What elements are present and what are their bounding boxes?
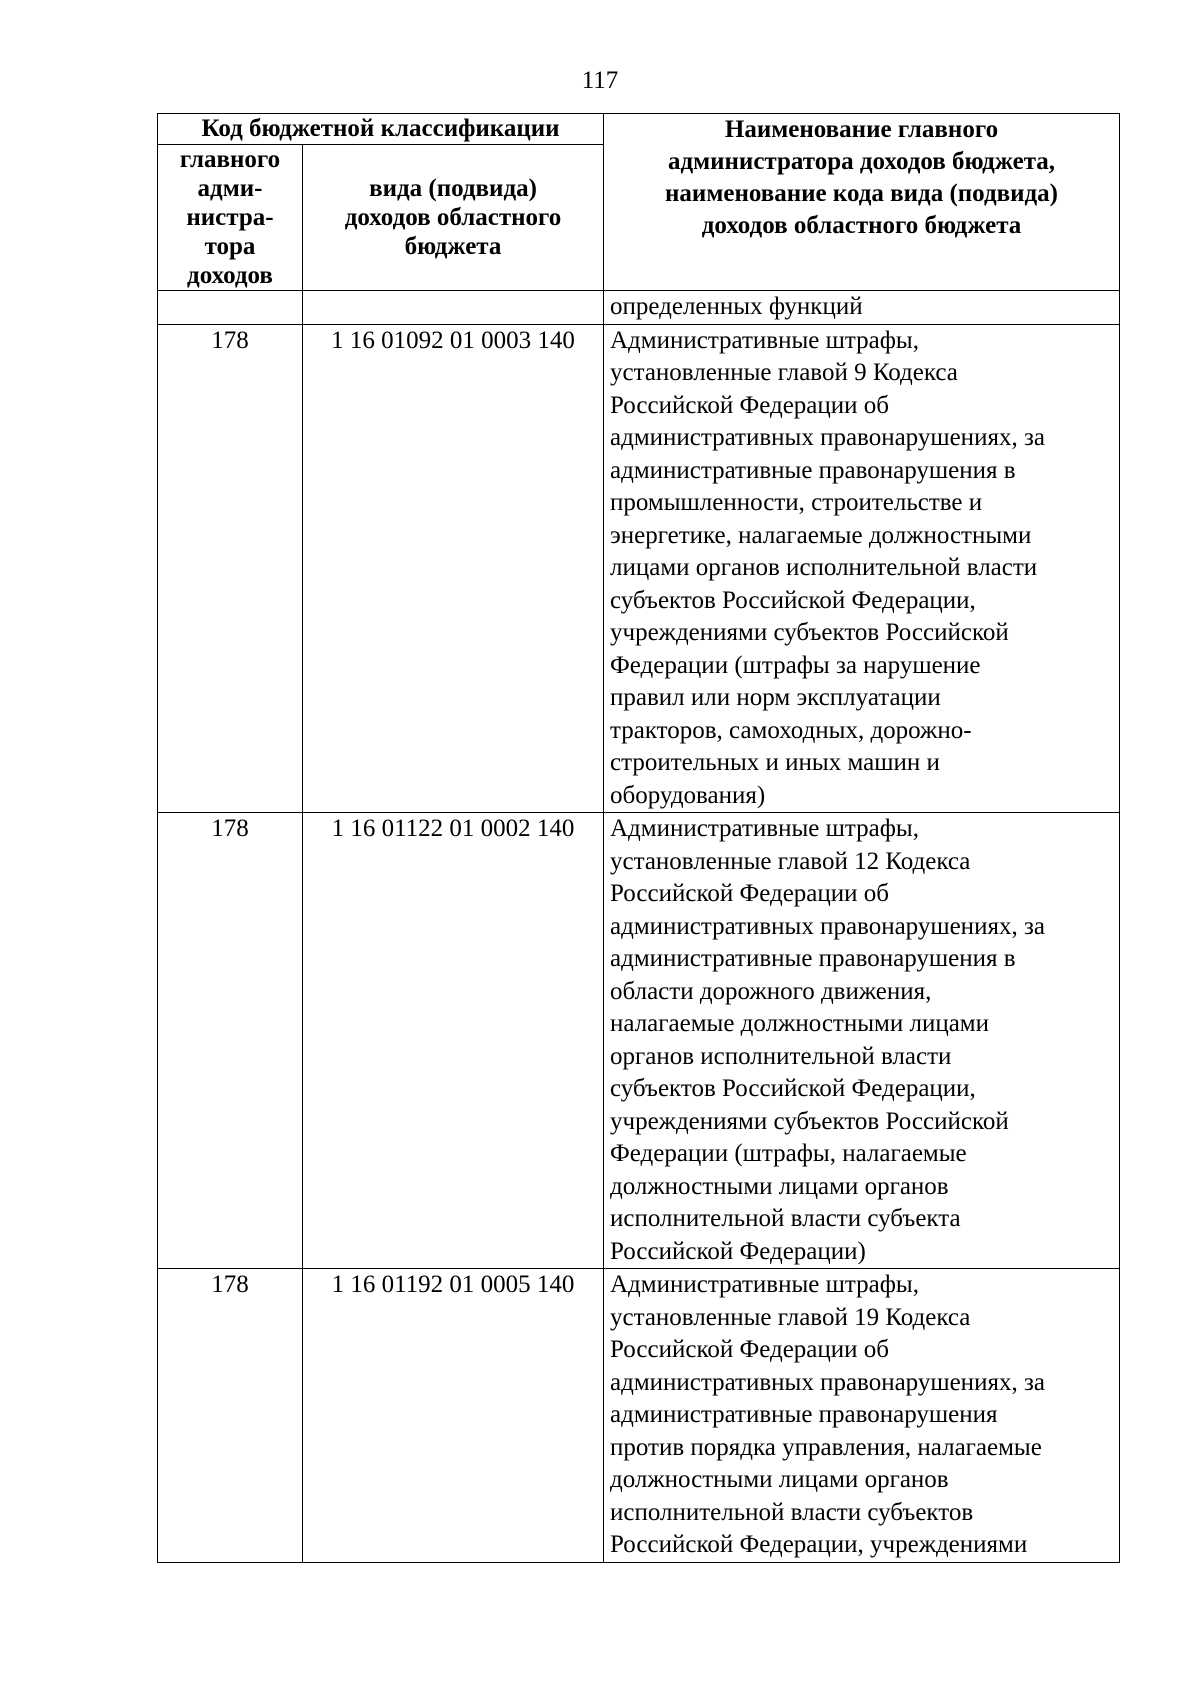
income-name-line: административных правонарушениях, за [610, 912, 1045, 940]
income-name-line: тракторов, самоходных, дорожно- [610, 716, 972, 744]
income-name-cell [604, 1269, 1120, 1563]
income-name-line: административных правонарушениях, за [610, 1368, 1045, 1396]
header-code-line: доходов областного [344, 204, 562, 231]
income-code-cell: 1 16 01192 01 0005 140 [303, 1269, 604, 1563]
header-code-column [303, 145, 604, 291]
income-name-line: административных правонарушениях, за [610, 424, 1045, 451]
header-code-line: бюджета [404, 233, 502, 260]
income-name-line: установленные главой 9 Кодекса [610, 359, 958, 386]
header-code-line: вида (подвида) [369, 175, 537, 202]
income-name-cell [604, 324, 1120, 813]
income-name-line: Федерации (штрафы, налагаемые [610, 1140, 967, 1167]
income-name-line: установленные главой 19 Кодекса [610, 1303, 971, 1331]
income-name-line: органов исполнительной власти [610, 1042, 952, 1070]
income-name-line: Российской Федерации, учреждениями [610, 1531, 1028, 1558]
header-admin-line: адми- [197, 175, 263, 202]
income-name-line: субъектов Российской Федерации, [610, 586, 976, 614]
income-name-line: налагаемые должностными лицами [610, 1010, 989, 1037]
income-name-line: административные правонарушения в [610, 456, 1016, 484]
income-name-line: Административные штрафы, [610, 815, 919, 842]
header-name-line: администратора доходов бюджета, [667, 148, 1056, 175]
income-name-line: исполнительной власти субъектов [610, 1498, 974, 1526]
income-name-line: административные правонарушения в [610, 945, 1016, 972]
income-name-line: субъектов Российской Федерации, [610, 1075, 976, 1102]
income-name-line: определенных функций [610, 293, 863, 320]
income-name-line: Российской Федерации) [610, 1237, 866, 1265]
income-name-line: энергетике, налагаемые должностными [610, 521, 1032, 549]
admin-code-cell: 178 [158, 1269, 303, 1563]
income-code-cell [303, 291, 604, 325]
income-name-line: строительных и иных машин и [610, 749, 940, 776]
income-code-cell: 1 16 01092 01 0003 140 [303, 324, 604, 813]
header-name-line: наименование кода вида (подвида) [665, 180, 1058, 207]
header-name-line: Наименование главного [724, 116, 999, 143]
header-admin-line: главного [179, 146, 281, 173]
admin-code-cell: 178 [158, 324, 303, 813]
income-name-line: Российской Федерации об [610, 880, 889, 907]
income-code-cell: 1 16 01122 01 0002 140 [303, 813, 604, 1269]
table-row [158, 813, 1120, 1269]
header-admin-column [158, 145, 303, 291]
income-name-line: должностными лицами органов [610, 1466, 949, 1493]
income-name-line: Федерации (штрафы за нарушение [610, 651, 981, 679]
header-admin-line: тора [204, 233, 256, 260]
income-name-line: учреждениями субъектов Российской [610, 1107, 1009, 1135]
header-admin-line: доходов [187, 262, 273, 289]
page-number: 117 [581, 67, 619, 94]
income-name-line: промышленности, строительстве и [610, 489, 983, 516]
income-name-line: правил или норм эксплуатации [610, 684, 941, 711]
income-name-line: Российской Федерации об [610, 1336, 889, 1363]
income-name-line: лицами органов исполнительной власти [610, 554, 1038, 581]
income-name-line: Российской Федерации об [610, 391, 889, 419]
income-name-line: оборудования) [610, 781, 766, 809]
income-name-line: области дорожного движения, [610, 977, 932, 1005]
header-row-group [158, 114, 1120, 145]
income-name-line: исполнительной власти субъекта [610, 1205, 961, 1232]
admin-code-cell: 178 [158, 813, 303, 1269]
table-row [158, 1269, 1120, 1563]
budget-classification-table [157, 113, 1120, 1563]
income-name-line: учреждениями субъектов Российской [610, 619, 1009, 646]
income-name-line: Административные штрафы, [610, 326, 919, 354]
header-group-title: Код бюджетной классификации [158, 114, 604, 145]
header-name-column [604, 114, 1120, 291]
income-name-line: против порядка управления, налагаемые [610, 1433, 1042, 1461]
income-name-line: Административные штрафы, [610, 1271, 919, 1298]
continuation-row [158, 291, 1120, 325]
income-name-line: установленные главой 12 Кодекса [610, 847, 971, 875]
income-name-line: должностными лицами органов [610, 1172, 949, 1200]
table-body [158, 291, 1120, 1563]
income-name-cell [604, 813, 1120, 1269]
income-name-line: административные правонарушения [610, 1401, 998, 1428]
table-row [158, 324, 1120, 813]
admin-code-cell [158, 291, 303, 325]
header-name-line: доходов областного бюджета [701, 212, 1022, 239]
header-admin-line: нистра- [186, 204, 274, 231]
income-name-cell [604, 291, 1120, 325]
